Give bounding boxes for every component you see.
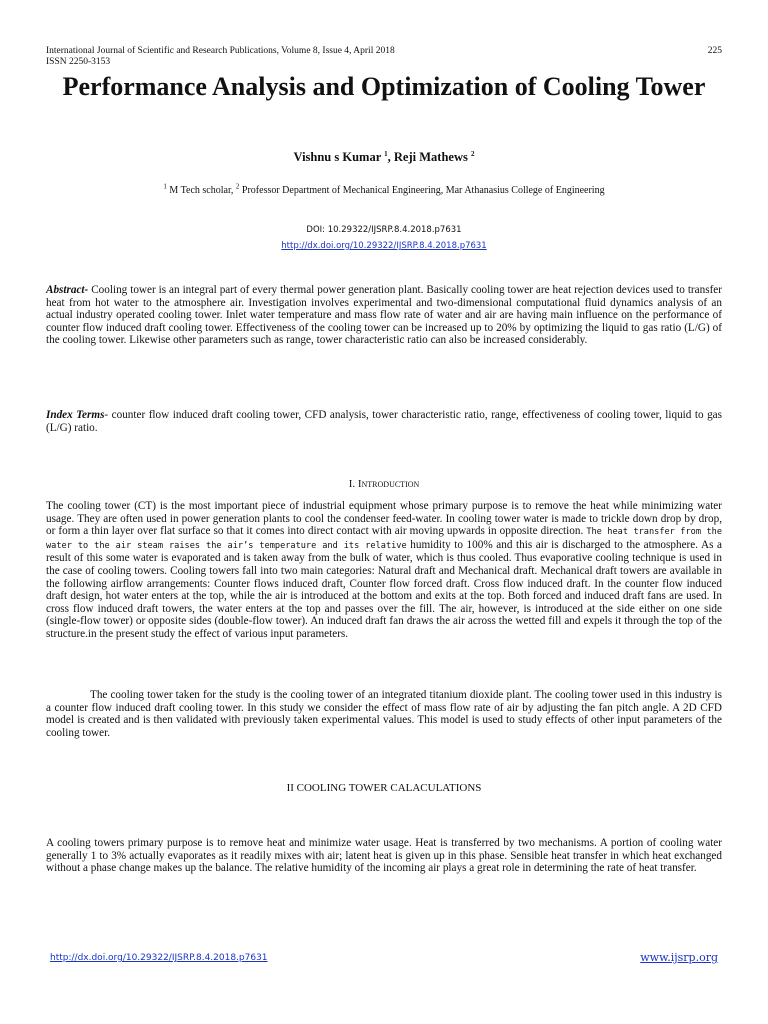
footer-site-link[interactable]: www.ijsrp.org	[640, 951, 718, 964]
index-terms	[46, 409, 722, 434]
intro-paragraph-2: The cooling tower taken for the study is the cooling tower of an integrated titanium dioxide plant. The cooling tower used in this industry is a counter flow induced draft cooling tower. In this study we consider the effect of mass flow rate of air by adjusting the fan pitch angle. A 2D CFD model is created and is then validated with previously taken experimental values. This model is used to study effects of other input parameters of the cooling tower.	[46, 689, 722, 739]
section-heading-calculations: II COOLING TOWER CALACULATIONS	[286, 782, 482, 794]
author-2-marker: 2	[470, 149, 475, 158]
calculations-paragraph-1: A cooling towers primary purpose is to remove heat and minimize water usage. Heat is transferred by two mechanisms. A portion of cooling water generally 1 to 3% actually evaporates as it readily mixes with air; latent heat is given up in this phase. Sensible heat transfer in which heat exchanged without a phase change makes up the balance. The relative humidity of the incoming air plays a great role in determining the rate of heat transfer.	[46, 837, 722, 875]
abstract-label: Abstract-	[46, 284, 89, 296]
intro-p1-part-a: The cooling tower (CT) is the most important piece of industrial equipment whose primary purpose is to remove the heat while minimizing water usage. They are often used in power generation plants to cool the condenser feed-water. In cooling tower water is made to trickle down drop by drop, or form a thin layer over flat surface so that it comes into direct contact with air moving upwards in opposite direction.	[46, 500, 722, 538]
affiliation-marker-1: 1	[163, 182, 167, 191]
section-heading-introduction: I. Introduction	[348, 478, 420, 490]
author-1: Vishnu s Kumar	[293, 150, 382, 164]
affiliation	[46, 182, 722, 196]
author-separator: ,	[387, 150, 394, 164]
author-list	[46, 150, 722, 165]
journal-citation: International Journal of Scientific and Research Publications, Volume 8, Issue 4, April 2018	[46, 46, 395, 56]
affiliation-text-1: M Tech scholar,	[166, 185, 236, 196]
intro-p1-part-c: humidity to 100% and this air is discharged to the atmosphere. As a result of this some water is evaporated and is taken away from the bulk of water, which is thus cooled. Thus evaporative cooling technique is used in the case of cooling towers. Cooling towers fall into two main categories: Natural draft and Mechanical draft. Mechanical draft towers are available in the following airflow arrangements: Counter flows induced draft, Counter flow forced draft. Cross flow induced draft. In the counter flow induced draft design, hot water enters at the top, while the air is introduced at the bottom and exits at the top. Both forced and induced draft fans are used. In cross flow induced draft towers, the water enters at the top and passes over the fill. The air, however, is introduced at the side either on one side (single-flow tower) or opposite sides (double-flow tower). An induced draft fan draws the air across the wetted fill and expels it through the top of the structure.in the present study the effect of various input parameters.	[46, 538, 722, 640]
affiliation-marker-2: 2	[235, 182, 240, 191]
abstract	[46, 284, 722, 347]
doi-text: DOI: 10.29322/IJSRP.8.4.2018.p7631	[306, 225, 462, 235]
paper-title: Performance Analysis and Optimization of Cooling Tower	[62, 72, 706, 101]
index-terms-text: - counter flow induced draft cooling tower, CFD analysis, tower characteristic ratio, range, effectiveness of cooling tower, liquid to gas (L/G) ratio.	[46, 409, 722, 434]
doi-link-container	[46, 241, 722, 251]
doi-link[interactable]: http://dx.doi.org/10.29322/IJSRP.8.4.2018.p7631	[281, 241, 487, 251]
footer-doi-link[interactable]: http://dx.doi.org/10.29322/IJSRP.8.4.2018.p7631	[50, 953, 268, 963]
page-number: 225	[707, 46, 722, 56]
index-terms-label: Index Terms	[46, 409, 105, 421]
intro-p1-part-b: The heat transfer from the water to the air steam raises the air’s temperature and its relative	[46, 527, 722, 551]
running-header	[46, 46, 722, 68]
intro-paragraph-1	[46, 500, 722, 641]
author-1-marker: 1	[384, 149, 388, 158]
affiliation-text-2: Professor Department of Mechanical Engineering, Mar Athanasius College of Engineering	[239, 185, 605, 196]
abstract-text: Cooling tower is an integral part of every thermal power generation plant. Basically cooling tower are heat rejection devices used to transfer heat from hot water to the atmosphere air. Investigation involves experimental and two-dimensional computational fluid dynamics analysis of an actual industry operated cooling tower. Inlet water temperature and mass flow rate of water and air are having main influence on the performance of counter flow induced draft cooling tower. Effectiveness of the cooling tower can be increased up to 20% by optimizing the liquid to gas ratio (L/G) of the cooling tower. Likewise other parameters such as range, tower characteristic ratio can also be increased considerably.	[46, 284, 722, 347]
issn: ISSN 2250-3153	[46, 57, 111, 67]
author-2: Reji Mathews	[393, 150, 468, 164]
